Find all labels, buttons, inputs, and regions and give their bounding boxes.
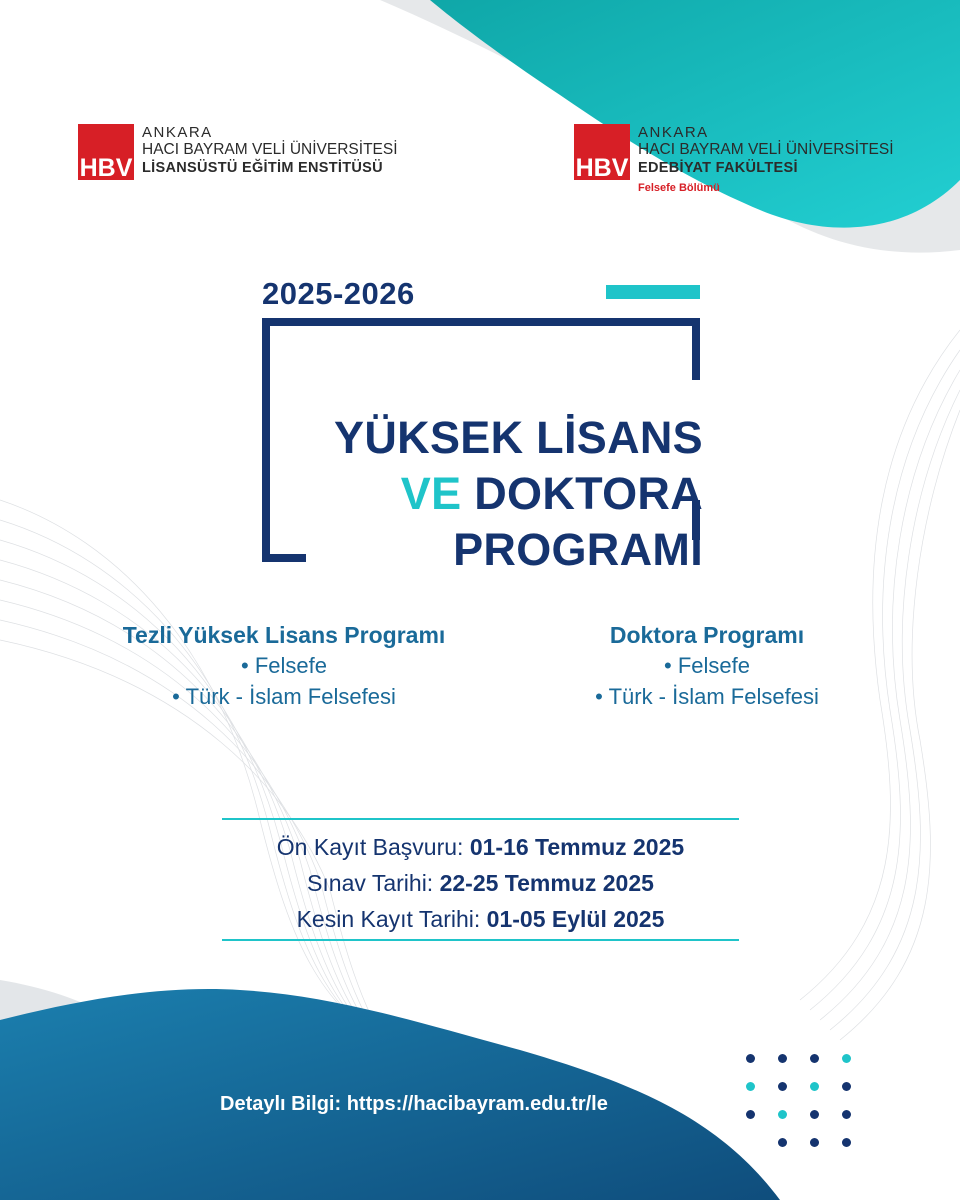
- dot: [778, 1082, 787, 1091]
- logo-university: HACI BAYRAM VELİ ÜNİVERSİTESİ: [142, 141, 398, 158]
- date-label: Kesin Kayıt Tarihi:: [296, 906, 487, 932]
- title-line-2-rest: DOKTORA: [461, 468, 703, 519]
- more-info-link[interactable]: Detaylı Bilgi: https://hacibayram.edu.tr/le: [220, 1093, 608, 1115]
- institute-logo: [78, 124, 398, 180]
- program-title: Tezli Yüksek Lisans Programı: [122, 622, 446, 648]
- dot: [842, 1082, 851, 1091]
- final-registration-date: [222, 902, 739, 936]
- dot: [810, 1082, 819, 1091]
- masters-program: [84, 620, 484, 712]
- date-label: Ön Kayıt Başvuru:: [276, 834, 470, 860]
- logo-university: HACI BAYRAM VELİ ÜNİVERSİTESİ: [638, 141, 894, 158]
- hbv-mark-text: HBV: [79, 154, 133, 180]
- title-accent: VE: [400, 468, 462, 519]
- hbv-mark-text: HBV: [575, 154, 629, 180]
- dot: [746, 1110, 755, 1119]
- dot: [842, 1110, 851, 1119]
- date-value: 01-05 Eylül 2025: [486, 906, 665, 932]
- faculty-logo: [574, 124, 894, 196]
- date-value: 22-25 Temmuz 2025: [439, 870, 654, 896]
- academic-year: 2025-2026: [262, 276, 415, 311]
- dot: [746, 1082, 755, 1091]
- dot: [746, 1054, 755, 1063]
- dot: [842, 1138, 851, 1147]
- dot: [778, 1054, 787, 1063]
- logo-department: Felsefe Bölümü: [638, 182, 720, 194]
- hbv-logo-mark: [78, 124, 134, 180]
- doctoral-program: [532, 620, 882, 712]
- title-line-2: [401, 466, 703, 522]
- dates-bottom-divider: [222, 939, 739, 941]
- hbv-logo-mark: [574, 124, 630, 180]
- program-item: • Türk - İslam Felsefesi: [172, 684, 396, 709]
- pre-registration-date: [222, 830, 739, 864]
- program-item: • Felsefe: [241, 653, 327, 678]
- logo-unit: EDEBİYAT FAKÜLTESİ: [638, 160, 798, 176]
- title-line-1: YÜKSEK LİSANS: [334, 412, 703, 463]
- dates-top-divider: [222, 818, 739, 820]
- logo-city: ANKARA: [638, 124, 709, 141]
- title-line-3: PROGRAMI: [453, 524, 703, 575]
- accent-bar: [606, 285, 700, 299]
- decorative-dots: [738, 1044, 858, 1154]
- dot: [810, 1138, 819, 1147]
- logo-unit: LİSANSÜSTÜ EĞİTİM ENSTİTÜSÜ: [142, 160, 383, 176]
- program-item: • Felsefe: [664, 653, 750, 678]
- exam-date: [222, 866, 739, 900]
- dot: [810, 1110, 819, 1119]
- logo-city: ANKARA: [142, 124, 213, 141]
- dot: [842, 1054, 851, 1063]
- dot: [810, 1054, 819, 1063]
- date-value: 01-16 Temmuz 2025: [469, 834, 685, 860]
- dot: [778, 1138, 787, 1147]
- date-label: Sınav Tarihi:: [307, 870, 440, 896]
- program-title: Doktora Programı: [609, 622, 805, 648]
- dot: [778, 1110, 787, 1119]
- program-item: • Türk - İslam Felsefesi: [595, 684, 819, 709]
